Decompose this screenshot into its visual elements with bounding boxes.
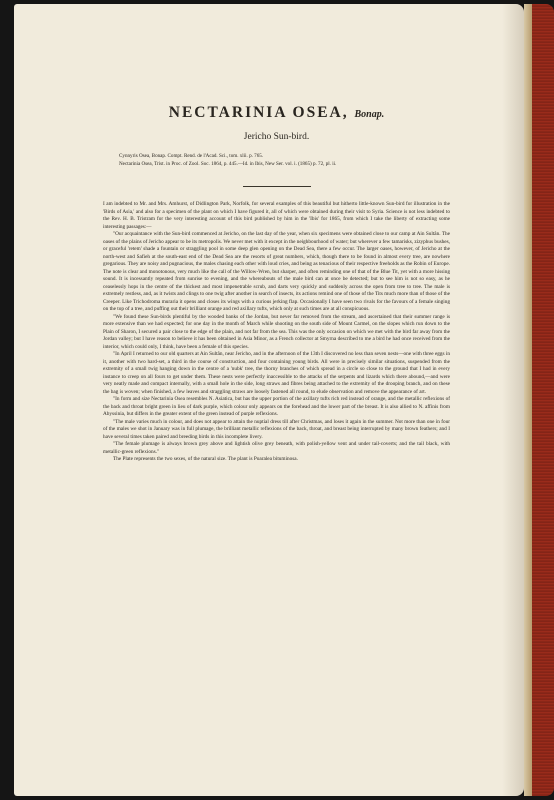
paragraph: "The male varies much in colour, and does not appear to attain the nuptial dress till after Christmas, and loses it again in the summer. Not more than one in four of the males we shot in January was in full plumage, the brilliant metallic reflexions of the back, throat, and breast being interrupted by many brown feathers; and I have several times taken paired and breeding birds in this incomplete livery. bbox=[103, 418, 450, 440]
page-shadow bbox=[502, 4, 524, 796]
divider-rule bbox=[243, 186, 311, 187]
paragraph: I am indebted to Mr. and Mrs. Amhurst, of Didlington Park, Norfolk, for several examples of this beautiful but hitherto little-known Sun-bird for illustration in the 'Birds of Asia,' and also for a specimen of the plant on which I have figured it, all of which were obtained during their visit to Syria. Science is not less indebted to the Rev. H. B. Tristram for the very interesting account of this bird published by him in the 'Ibis' for 1865, from which I take the liberty of extracting some interesting passages:— bbox=[103, 201, 450, 230]
book-page bbox=[14, 4, 524, 796]
book-page-edges bbox=[524, 4, 554, 796]
article-body bbox=[103, 201, 450, 464]
page-content bbox=[103, 104, 450, 464]
paragraph: The Plate represents the two sexes, of the natural size. The plant is Poaralea bituminosa. bbox=[113, 456, 298, 462]
paragraph: "We found these Sun-birds plentiful by the wooded banks of the Jordan, but never far removed from the stream, and ascertained that their summer range is more extensive than we had expected; for one day in the month of March while shooting on the south side of Mount Carmel, on the slopes which run down to the Plain of Sharon, I secured a pair close to the edge of the plain, and not far from the sea. This was the only occasion on which we met with the bird far away from the Jordan valley; but I have reason to believe it has been obtained in Asia Minor, as a French collector at Smyrna described to me a bird he had once received from the interior, which could only, I think, have been a female of this species. bbox=[103, 313, 450, 350]
paragraph: "In form and size Nectarinia Osea resembles N. Asiatica, but has the upper portion of the axillary tufts rich red instead of orange, and the metallic reflexions of the back and throat bright green in lieu of dark purple, which colour only appears on the forehead and the lower part of the breast. It is also allied to N. affinis from Abyssinia, but differs in the greater extent of the green instead of purple reflexions. bbox=[103, 396, 450, 417]
synonymy-block bbox=[103, 152, 450, 168]
common-name: Jericho Sun-bird. bbox=[243, 132, 310, 142]
synonym-line: Nectarinia Osea, Trist. in Proc. of Zool. Soc. 1864, p. 445.—Id. in Ibis, New Ser. vol. i. (1865) p. 72, pl. ii. bbox=[119, 161, 337, 167]
title-author: Bonap. bbox=[354, 109, 385, 120]
species-title bbox=[103, 104, 450, 124]
synonym-line: Cynnyris Osea, Bonap. Compt. Rend. de l'Acad. Sci., tom. xlii. p. 765. bbox=[119, 153, 264, 159]
title-main: NECTARINIA OSEA, bbox=[168, 104, 349, 121]
paragraph: "The female plumage is always brown grey above and lightish olive grey beneath, with polish-yellow vent and under tail-coverts; and the tail black, with metallic-green reflexions." bbox=[103, 441, 450, 455]
paragraph: "In April I returned to our old quarters at Ain Sultân, near Jericho, and in the afternoon of the 13th I discovered no less than seven nests—one with three eggs in it, another with two hard-set, a third in the course of construction, and four containing young birds. All were in precisely similar situations, suspended from the extremity of a small twig hanging down in the centre of a 'nubk' tree, the thorny branches of which spread in a circle so close to the ground that I had in every instance to creep on all fours to get under them. These nests were perfectly inaccessible to the attacks of the serpents and lizards which there abound,—and were very neatly made and compact internally, with a small hole in the side, long straws and fibres being attached to the extremity of the drooping branch, and on these the bag is woven; when finished, a few leaves and straggling straws are loosely fastened all round, to elude observation and remove the appearance of art. bbox=[103, 351, 450, 395]
paragraph: "Our acquaintance with the Sun-bird commenced at Jericho, on the last day of the year, when six specimens were obtained close to our camp at Ain Sultân. The oases of the plains of Jericho appear to be its metropolis. We never met with it except in the neighbourhood of water; but wherever a few tamarisks, zizyphus bushes, or graceful 'retem' shade a fountain or straggling pool in some deep glen opening on the Dead Sea, there a few occur. The larger oases, however, of Jericho at the north-west and Safieh at the south-east end of the Dead Sea are the resorts of great numbers, which, though there to be found in almost every tree, are nowhere gregarious. They are noisy and pugnacious, the males chasing each other with loud cries, and being as tenacious of their respective freeholds as the Robin of Europe. The note is clear and monotonous, very much like the call of the Willow-Wren, but sharper, and often reminding one of that of the Blue Tit, yet with a more hissing sound. It is incessantly repeated from sunrise to evening, and the whereabouts of the male bird can at once be detected; but to see him is not so easy, as he ceaselessly hops in the centre of the thickest and most impenetrable scrub, and darts very quickly and suddenly across the open from tree to tree. The male is extremely restless, and, as it twists and clings to one twig after another in search of insects, its actions remind one of those of the Tits much more than of those of the Creeper. Like Trichodroma muraria it opens and closes its wings with a curious jerking flap. Occasionally I have seen two rivals for the favours of a female singing on the top of a tree, and puffing out their brilliant orange and red axillary tufts, which only at such times are at all conspicuous. bbox=[103, 231, 450, 312]
page-edge-highlight bbox=[524, 4, 532, 796]
